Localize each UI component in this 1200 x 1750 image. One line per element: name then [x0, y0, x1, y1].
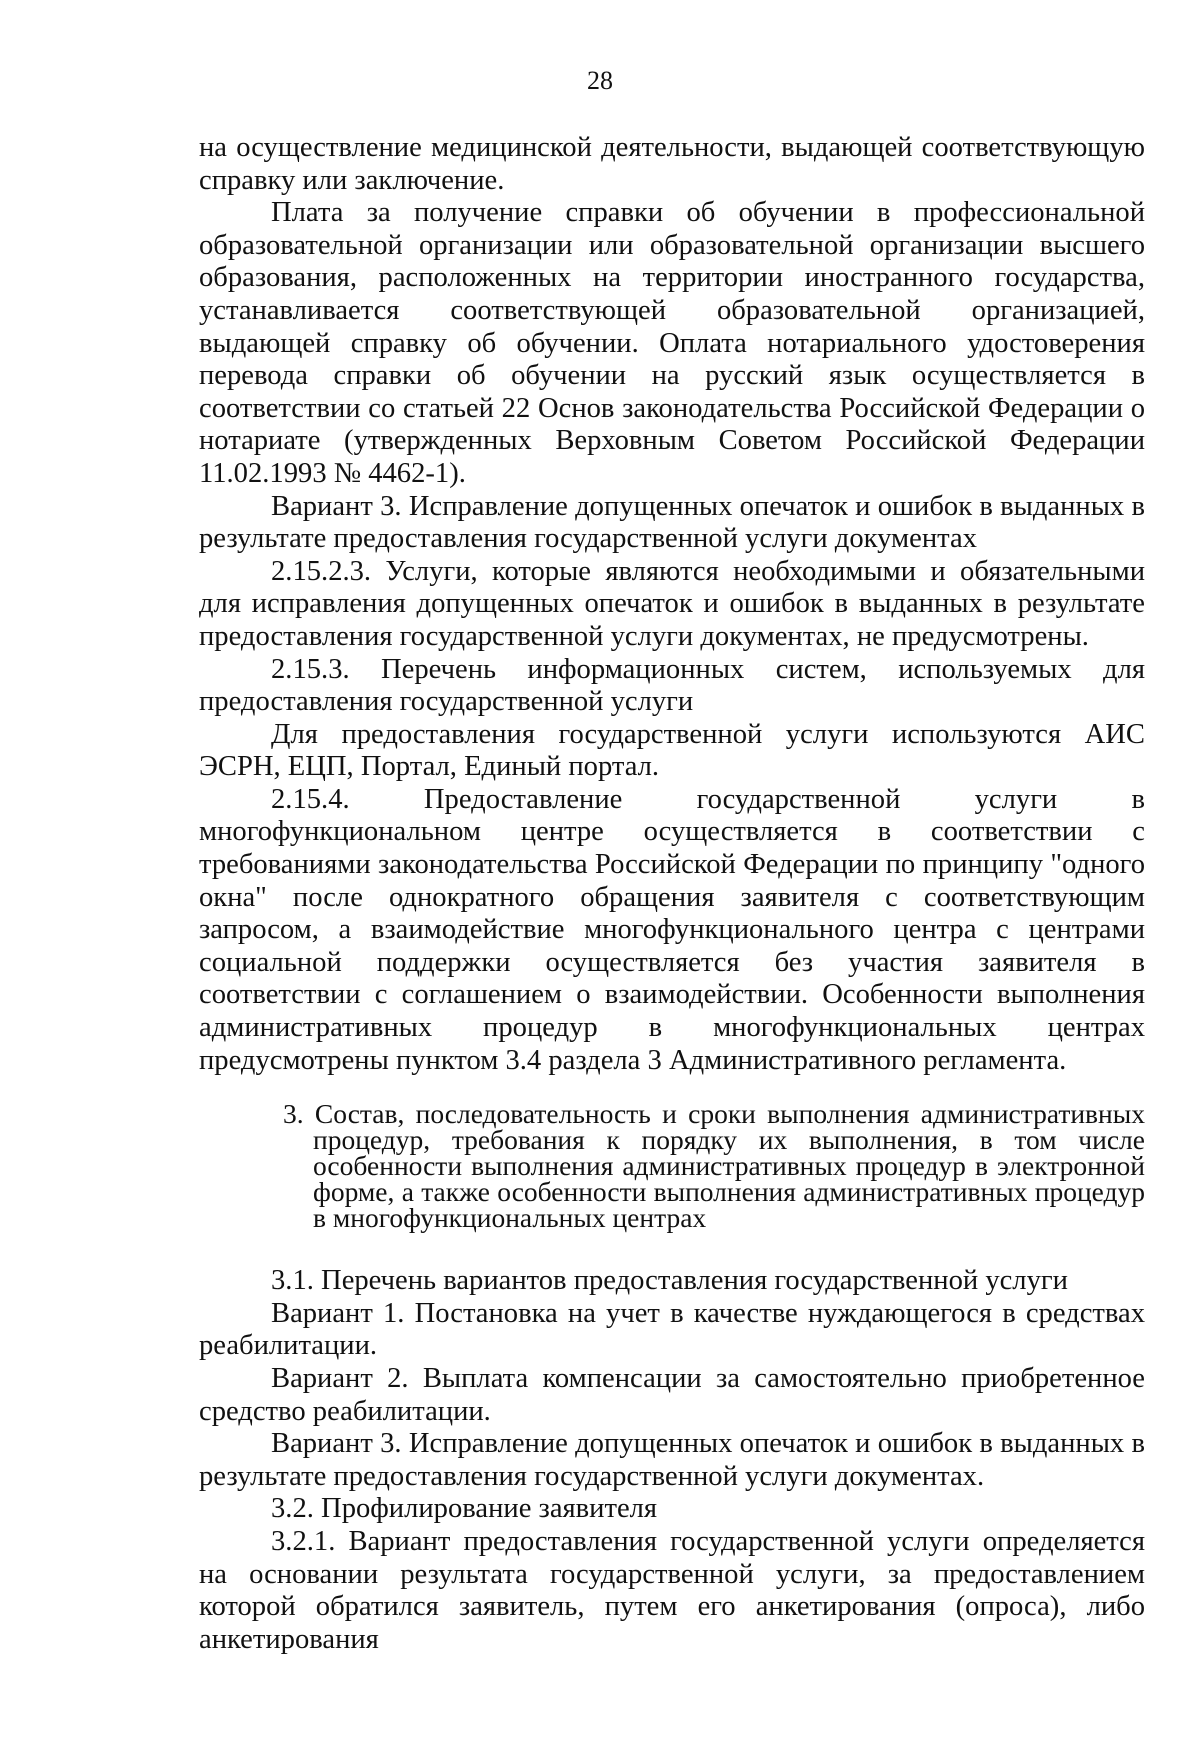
paragraph: Плата за получение справки об обучении в профессиональной образовательной организации или образовательной организации высшего образования, расположенных на территории иностранного государства, устанавливается соответствующей образовательной организацией, выдающей справку об обучении. Оплата нотариального удостоверения перевода справки об обучении на русский язык осуществляется в соответствии со статьей 22 Основ законодательства Российской Федерации о нотариате (утвержденных Верховным Советом Российской Федерации 11.02.1993 № 4462-1).: [199, 197, 1145, 489]
paragraph: Вариант 3. Исправление допущенных опечаток и ошибок в выданных в результате предоставления государственной услуги документах: [199, 490, 1145, 555]
paragraph: Для предоставления государственной услуги используются АИС ЭСРН, ЕЦП, Портал, Единый портал.: [199, 718, 1145, 783]
paragraph: 2.15.3. Перечень информационных систем, используемых для предоставления государственной услуги: [199, 653, 1145, 718]
paragraph: 3.2. Профилирование заявителя: [271, 1493, 658, 1525]
paragraph: 3.2.1. Вариант предоставления государственной услуги определяется на основании результата государственной услуги, за предоставлением которой обратился заявитель, путем его анкетирования (опроса), либо анкетирования: [199, 1525, 1145, 1655]
document-body: [199, 132, 1145, 1656]
paragraph: Вариант 3. Исправление допущенных опечаток и ошибок в выданных в результате предоставления государственной услуги документах.: [199, 1428, 1145, 1492]
section-heading: 3. Состав, последовательность и сроки выполнения административных процедур, требования к порядку их выполнения, в том числе особенности выполнения административных процедур в электронной форме, а также особенности выполнения административных процедур в многофункциональных центрах: [283, 1098, 1145, 1234]
paragraph: Вариант 1. Постановка на учет в качестве нуждающегося в средствах реабилитации.: [199, 1297, 1145, 1362]
paragraph: Вариант 2. Выплата компенсации за самостоятельно приобретенное средство реабилитации.: [199, 1363, 1145, 1427]
paragraph: 3.1. Перечень вариантов предоставления государственной услуги: [271, 1265, 1068, 1297]
paragraph: на осуществление медицинской деятельности, выдающей соответствующую справку или заключение.: [199, 132, 1145, 196]
paragraph: 2.15.2.3. Услуги, которые являются необходимыми и обязательными для исправления допущенных опечаток и ошибок в выданных в результате предоставления государственной услуги документах, не предусмотрены.: [199, 555, 1145, 652]
paragraph: 2.15.4. Предоставление государственной услуги в многофункциональном центре осуществляется в соответствии с требованиями законодательства Российской Федерации по принципу "одного окна" после однократного обращения заявителя с соответствующим запросом, а взаимодействие многофункционального центра с центрами социальной поддержки осуществляется без участия заявителя в соответствии с соглашением о взаимодействии. Особенности выполнения административных процедур в многофункциональных центрах предусмотрены пунктом 3.4 раздела 3 Административного регламента.: [199, 783, 1145, 1076]
page-number: 28: [587, 66, 613, 95]
